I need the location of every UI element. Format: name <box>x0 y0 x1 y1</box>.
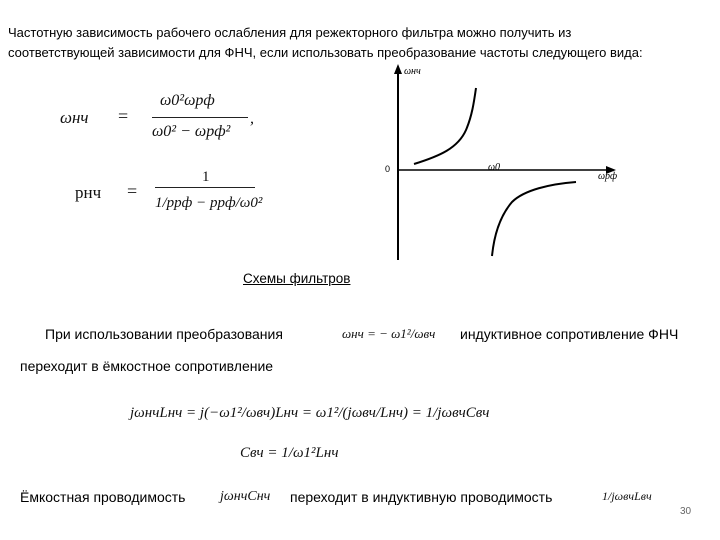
para3-end-formula: 1/jωвчLвч <box>602 489 652 503</box>
formula1-lhs: ωнч <box>60 108 89 127</box>
formula-omega-nch <box>60 90 260 160</box>
para1-left-text: При использовании преобразования <box>45 326 283 342</box>
y-axis-arrow <box>394 64 402 74</box>
curve-lower-branch <box>492 182 576 256</box>
formula2-denominator: 1/pрф − pрф/ω0² <box>155 195 263 211</box>
para3-right-text: переходит в индуктивную проводимость <box>290 489 553 505</box>
para3-formula: jωнчCнч <box>220 489 271 504</box>
formula2-lhs: pнч <box>75 183 102 202</box>
formula3-line2: Cвч = 1/ω1²Lнч <box>240 445 339 461</box>
para2-text: переходит в ёмкостное сопротивление <box>20 358 274 374</box>
page-number: 30 <box>680 506 692 517</box>
y-axis-label: ωнч <box>404 66 421 77</box>
curve-upper-branch <box>414 88 476 164</box>
section-title: Схемы фильтров <box>243 271 351 286</box>
formula3-line1: jωнчLнч = j(−ω1²/ωвч)Lнч = ω1²/(jωвч/Lнч) = 1/jωвчCвч <box>130 405 490 421</box>
intro-line-1: Частотную зависимость рабочего ослабления для режекторного фильтра можно получить из <box>8 25 572 40</box>
formula1-numerator: ω0²ωрф <box>160 92 215 109</box>
intro-line-2: соответствующей зависимости для ФНЧ, если использовать преобразование частоты следующего вида: <box>8 45 643 60</box>
para3-left-text: Ёмкостная проводимость <box>20 489 186 505</box>
para1-right-text: индуктивное сопротивление ФНЧ <box>460 326 679 342</box>
formula1-denominator: ω0² − ωрф² <box>152 123 231 140</box>
formula1-eq: = <box>118 106 129 126</box>
formula2-eq: = <box>127 181 138 201</box>
formula2-numerator: 1 <box>202 169 210 185</box>
origin-label: 0 <box>385 164 391 174</box>
formula1-fraction-bar <box>152 117 248 118</box>
frequency-transform-graph <box>370 60 650 265</box>
formula2-fraction-bar <box>155 187 255 188</box>
w0-label: ω0 <box>488 162 501 173</box>
para1-formula: ωнч = − ω1²/ωвч <box>342 326 436 341</box>
formula-p-nch <box>75 165 275 240</box>
x-axis-label: ωрф <box>598 171 618 182</box>
formula1-comma: , <box>250 110 254 127</box>
